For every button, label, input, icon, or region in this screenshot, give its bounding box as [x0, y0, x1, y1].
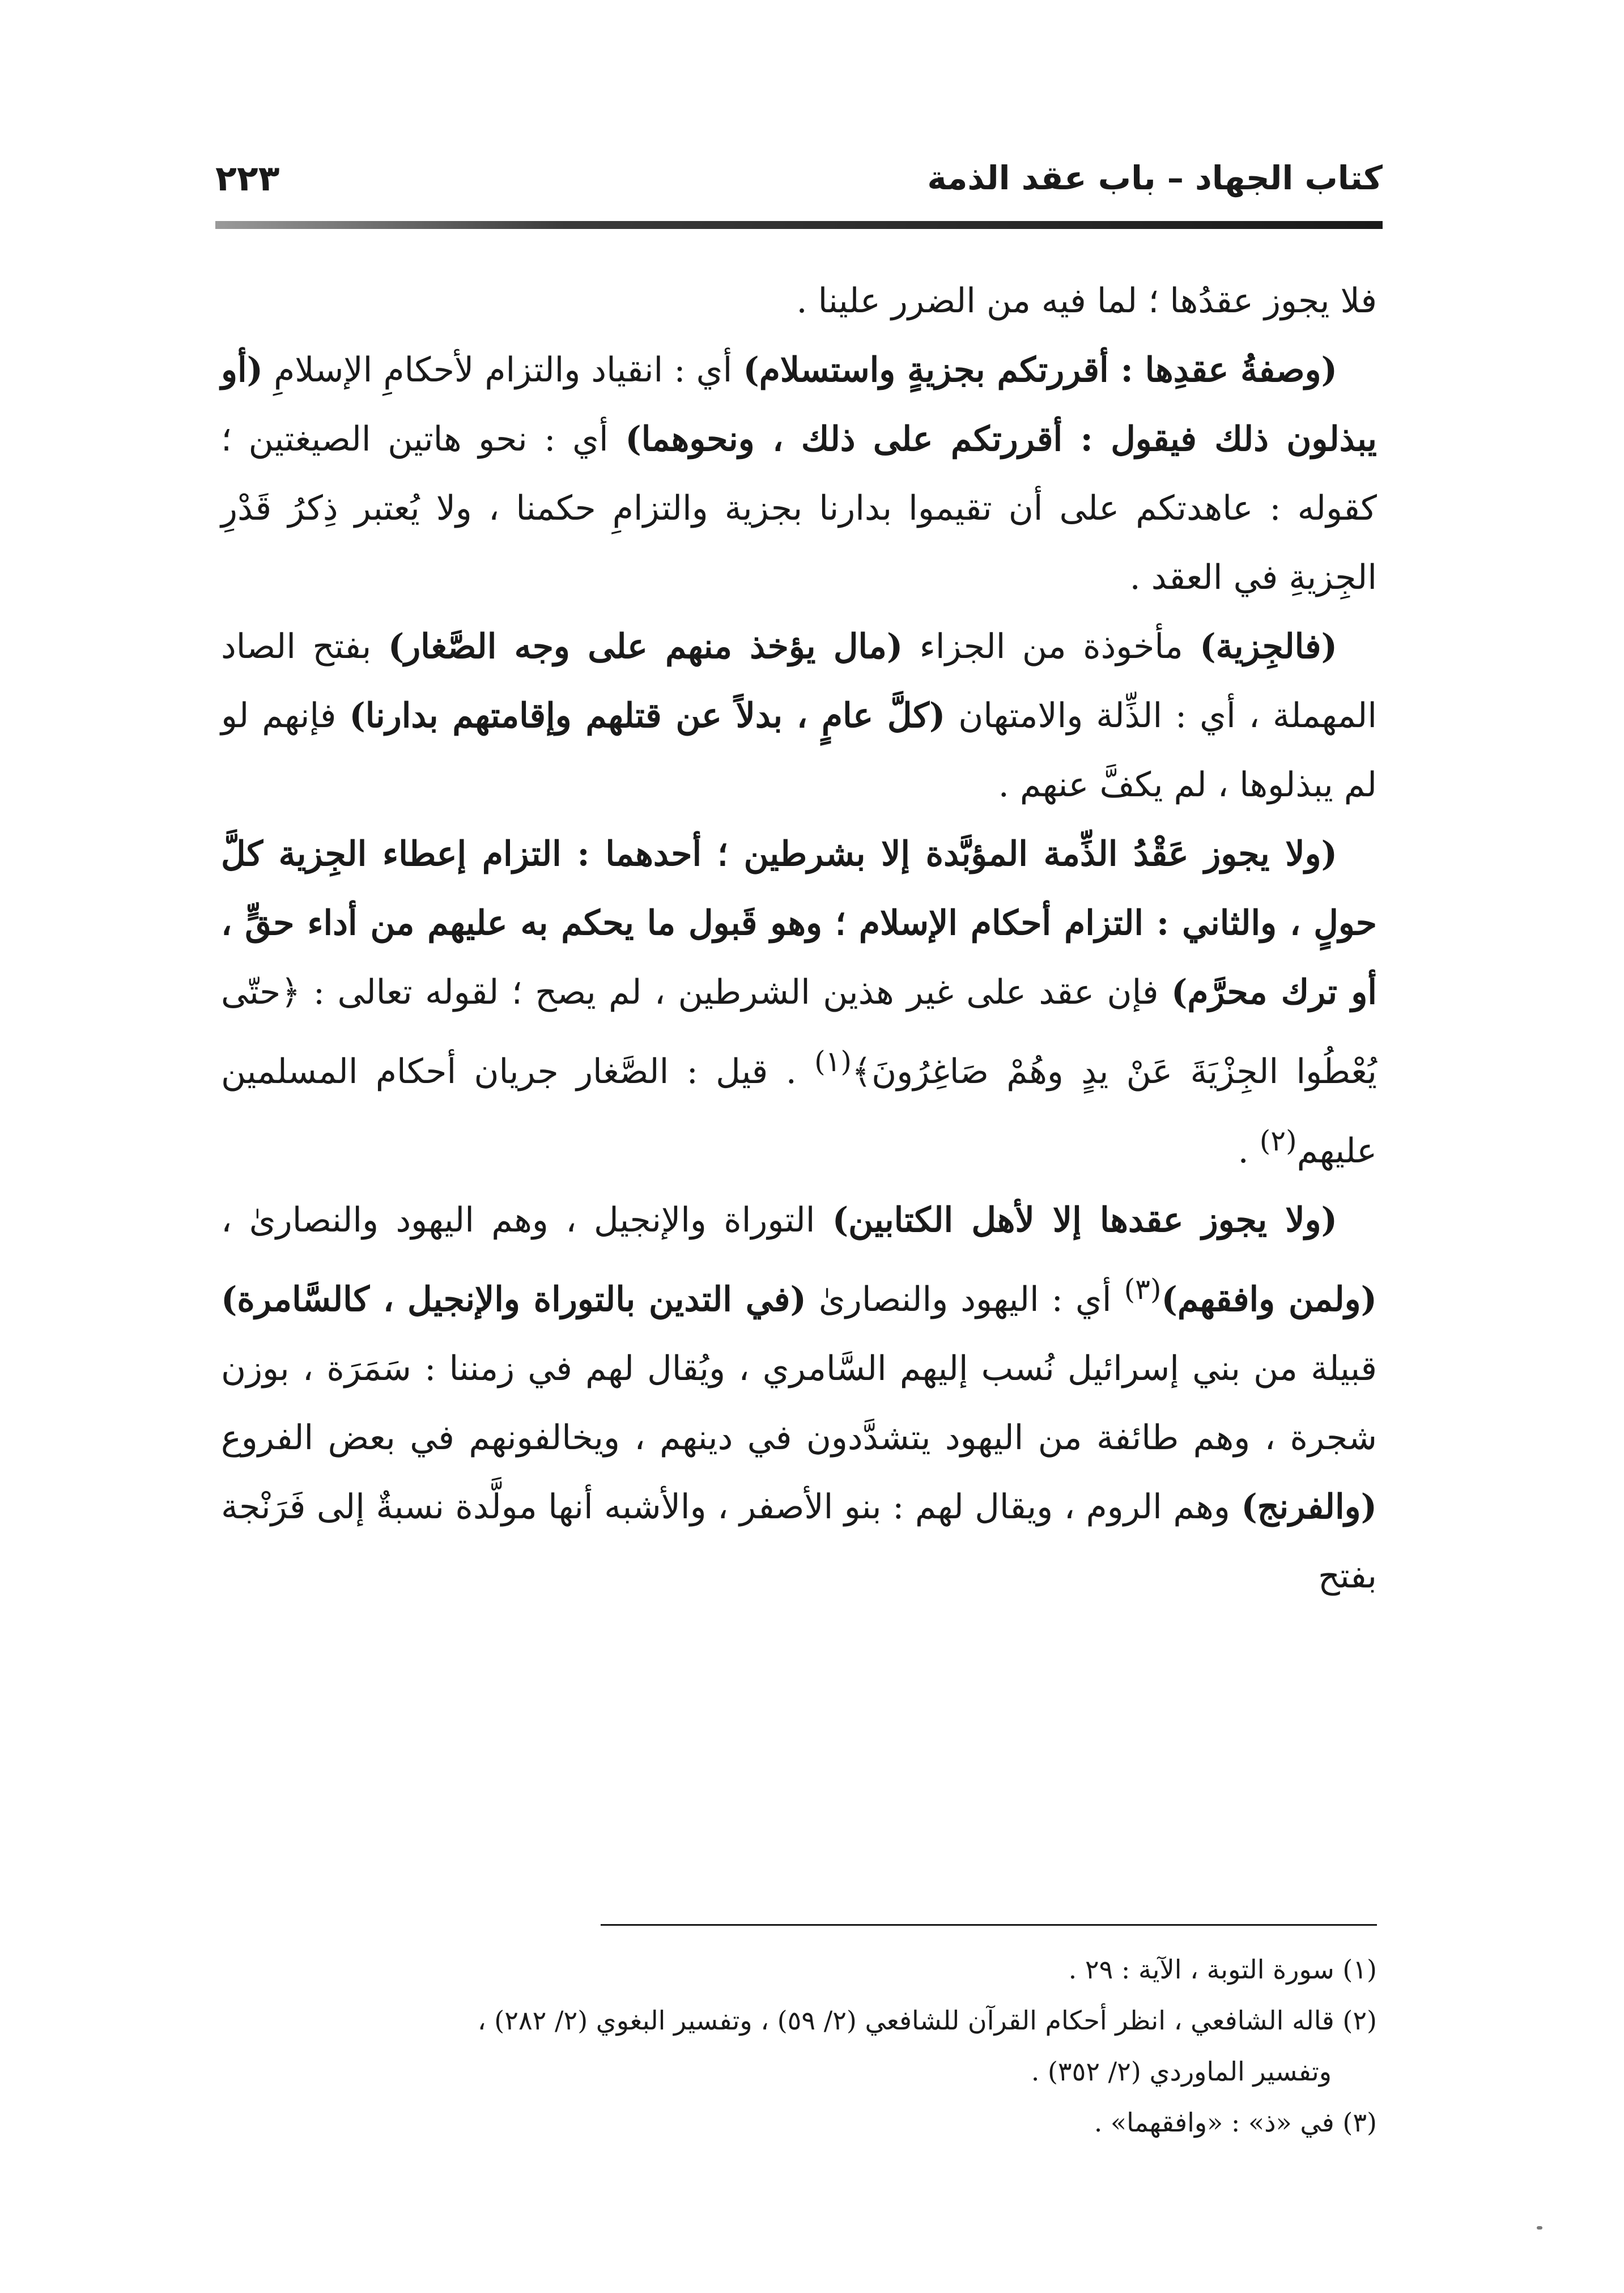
- commentary-text: وهم الروم ، ويقال لهم : بنو الأصفر ، والأشبه أنها مولَّدة نسبةٌ إلى فَرَنْجة بفتح: [221, 1487, 1377, 1596]
- matn-text: (أو يبذلون ذلك فيقول : أقررتكم على ذلك ، ونحوهما): [221, 350, 1377, 459]
- paragraph-1: [221, 266, 1377, 336]
- matn-text: (ولمن وافقهم): [1161, 1280, 1377, 1319]
- matn-text: (مال يؤخذ منهم على وجه الصَّغار): [388, 627, 903, 666]
- chapter-title: كتاب الجهاد – باب عقد الذمة: [927, 159, 1383, 197]
- commentary-text: . قيل : الصَّغار جريان أحكام المسلمين عليهم: [221, 1052, 1377, 1171]
- footnote-2: (٢) قاله الشافعي ، انظر أحكام القرآن للشافعي (٢/ ٥٩) ، وتفسير البغوي (٢/ ٢٨٢) ،: [477, 2005, 1377, 2036]
- body-text: [221, 266, 1377, 1611]
- footnote-marker[interactable]: (٣): [1124, 1273, 1162, 1306]
- footnotes: [221, 1944, 1377, 2148]
- footnote-marker[interactable]: (١): [814, 1045, 852, 1078]
- paragraph-3: [221, 612, 1377, 819]
- footnote-1: (١) سورة التوبة ، الآية : ٢٩ .: [1068, 1954, 1377, 1985]
- commentary-text: مأخوذة من الجزاء: [903, 627, 1200, 666]
- matn-text: (ولا يجوز عقدها إلا لأهل الكتابين): [832, 1200, 1337, 1240]
- paragraph-4: [221, 819, 1377, 1186]
- commentary-text: .: [1238, 1131, 1260, 1171]
- footnote-2-continuation: وتفسير الماوردي (٢/ ٣٥٢) .: [1031, 2056, 1332, 2087]
- commentary-text: قبيلة من بني إسرائيل نُسب إليهم السَّامري ، ويُقال لهم في زمننا : سَمَرَة ، بوزن شجرة ، وهم طائفة من اليهود يتشدَّدون في دينهم ، ويخالفونهم في بعض الفروع: [221, 1349, 1377, 1458]
- matn-text: (كلَّ عامٍ ، بدلاً عن قتلهم وإقامتهم بدارنا): [349, 696, 946, 736]
- matn-text: (في التدين بالتوراة والإنجيل ، كالسَّامرة): [221, 1280, 806, 1319]
- commentary-text: بفتح الصاد المهملة ، أي : الذِّلة والامتهان: [221, 627, 1378, 736]
- commentary-text: فإن عقد على غير هذين الشرطين ، لم يصح ؛ لقوله تعالى : ﴿حتّى يُعْطُوا الجِزْيَةَ عَنْ يدٍ وهُمْ صَاغِرُونَ﴾: [221, 973, 1378, 1092]
- commentary-text: التوراة والإنجيل ، وهم اليهود والنصارىٰ ،: [221, 1200, 832, 1240]
- matn-text: (ولا يجوز عَقْدُ الذِّمة المؤبَّدة إلا بشرطين ؛ أحدهما : التزام إعطاء الجِزية كلَّ حولٍ ، والثاني : التزام أحكام الإسلام ؛ وهو قَبول ما يحكم به عليهم من أداء حقٍّ ، أو ترك محرَّم): [221, 834, 1377, 1012]
- paragraph-1-text: فلا يجوز عقدُها ؛ لما فيه من الضرر علينا .: [796, 281, 1377, 321]
- scan-speck: [1537, 2226, 1542, 2230]
- matn-text: (فالجِزية): [1200, 627, 1338, 666]
- page-number: ٢٢٣: [215, 158, 280, 199]
- commentary-text: فإنهم لو لم يبذلوها ، لم يكفَّ عنهم .: [221, 696, 1377, 805]
- footnote-3: (٣) في «ذ» : «وافقهما» .: [1094, 2107, 1377, 2138]
- commentary-text: أي : اليهود والنصارىٰ: [806, 1280, 1124, 1319]
- matn-text: (وصفةُ عقدِها : أقررتكم بجزيةٍ واستسلام): [743, 350, 1337, 390]
- header-rule: [215, 221, 1383, 229]
- paragraph-2: [221, 336, 1377, 612]
- commentary-text: أي : نحو هاتين الصيغتين ؛ كقوله : عاهدتكم على أن تقيموا بدارنا بجزية والتزامِ حكمنا ، ولا يُعتبر ذِكرُ قَدْرِ الجِزيةِ في العقد .: [221, 419, 1377, 597]
- paragraph-5: [221, 1186, 1377, 1611]
- matn-text: (والفرنج): [1241, 1487, 1377, 1527]
- commentary-text: أي : انقياد والتزام لأحكامِ الإسلامِ: [263, 350, 743, 390]
- footnote-separator: [601, 1924, 1377, 1926]
- running-header: [215, 153, 1383, 215]
- footnote-marker[interactable]: (٢): [1259, 1124, 1297, 1157]
